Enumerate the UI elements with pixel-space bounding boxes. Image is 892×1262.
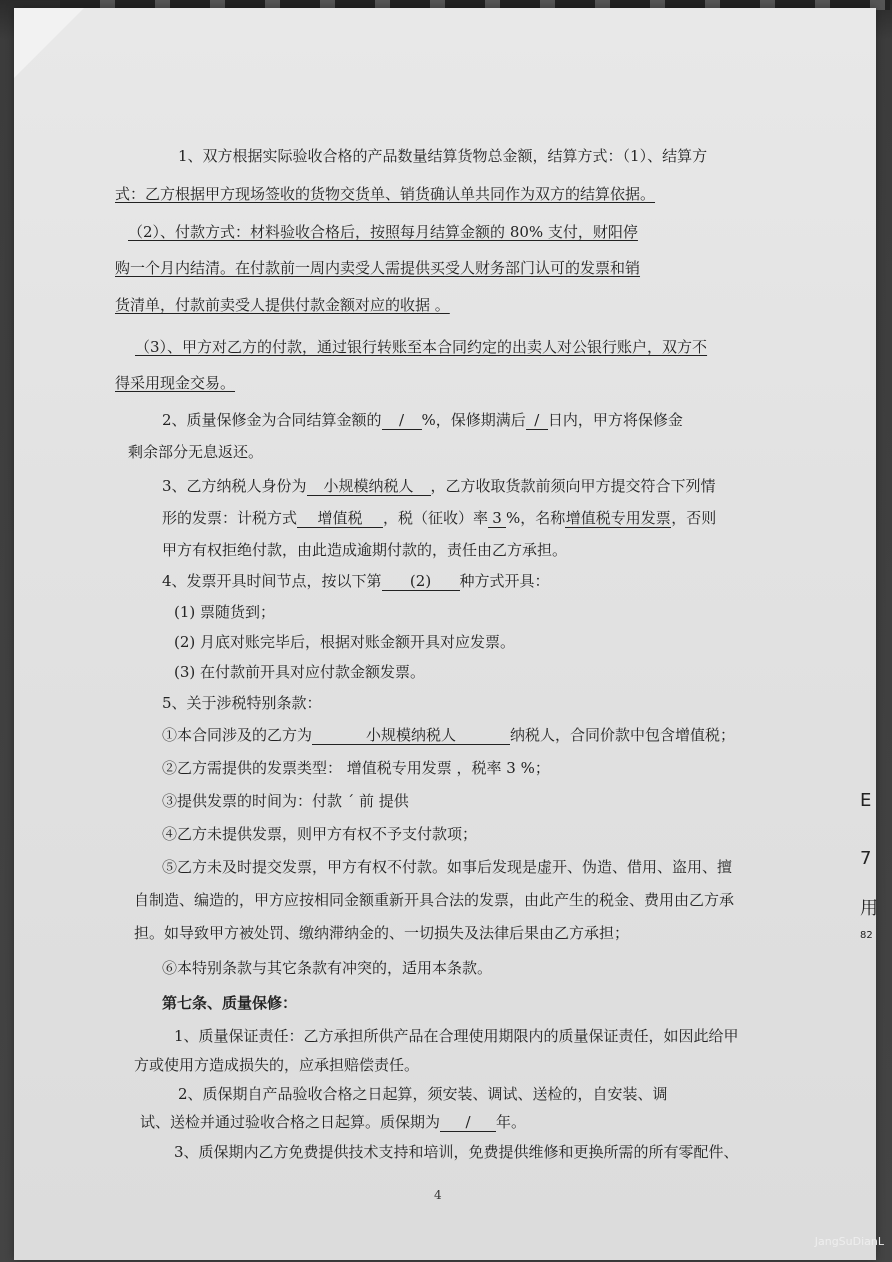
warranty-deposit-text: 2、质量保修金为合同结算金额的	[162, 411, 382, 429]
page-number: 4	[434, 1188, 442, 1202]
quality-responsibility-line-1: 1、质量保证责任：乙方承担所供产品在合理使用期限内的质量保证责任，如因此给甲	[174, 1027, 739, 1045]
side-stamp-fragment	[860, 790, 884, 950]
clause-tax-line-2	[162, 508, 892, 528]
warranty-period-years: /	[440, 1113, 496, 1132]
invoice-option-3: (3) 在付款前开具对应付款金额发票。	[174, 663, 426, 681]
special-tax-item-2: ②乙方需提供的发票类型： 增值税专用发票 ，税率 3 %；	[162, 759, 550, 777]
tax-rate-value: 3	[488, 509, 506, 528]
warranty-period-line-1: 2、质保期自产品验收合格之日起算，须安装、调试、送检的，自安装、调	[178, 1085, 668, 1103]
warranty-period-years-suffix: 年。	[496, 1113, 527, 1131]
invoice-name-value: 增值税专用发票	[565, 509, 671, 527]
side-mark-4: 82	[860, 930, 873, 941]
clause-tax-line-3: 甲方有权拒绝付款，由此造成逾期付款的，责任由乙方承担。	[162, 541, 568, 559]
clause-transfer-line-1: （3）、甲方对乙方的付款，通过银行转账至本合同约定的出卖人对公银行账户，双方不	[135, 338, 708, 356]
clause-payment-line-1: （2）、付款方式：材料验收合格后，按照每月结算金额的 80% 支付，财阳停	[128, 223, 638, 241]
clause-payment-line-2: 购一个月内结清。在付款前一周内卖受人需提供买受人财务部门认可的发票和销	[115, 259, 641, 277]
invoice-timing-text: 4、发票开具时间节点，按以下第	[162, 572, 382, 590]
warranty-period-text: %，保修期满后	[421, 411, 526, 429]
special-tax-1-text: ①本合同涉及的乙方为	[162, 726, 313, 744]
tax-invoice-text: ，乙方收取货款前须向甲方提交符合下列情	[430, 477, 716, 495]
taxpayer-identity-value: 小规模纳税人	[307, 477, 431, 496]
warranty-deposit-percent: /	[382, 411, 422, 430]
warranty-days: /	[526, 411, 548, 430]
clause-warranty-deposit-line-2: 剩余部分无息返还。	[128, 443, 264, 461]
special-tax-item-4: ④乙方未提供发票，则甲方有权不予支付款项；	[162, 825, 478, 843]
clause-transfer-line-2: 得采用现金交易。	[115, 374, 236, 392]
special-tax-1-value: 小规模纳税人	[312, 726, 510, 745]
warranty-period-years-text: 试、送检并通过验收合格之日起算。质保期为	[140, 1113, 441, 1131]
special-tax-item-5-line-1: ⑤乙方未及时提交发票，甲方有权不付款。如事后发现是虚开、伪造、借用、盗用、擅	[162, 858, 733, 876]
warranty-support-line-1: 3、质保期内乙方免费提供技术支持和培训，免费提供维修和更换所需的所有零配件、	[174, 1143, 739, 1161]
warranty-return-text: 日内，甲方将保修金	[547, 411, 683, 429]
folded-corner	[14, 8, 84, 78]
special-tax-item-3: ③提供发票的时间为：付款 ˊ 前 提供	[162, 792, 409, 810]
clause-invoice-timing	[162, 571, 892, 591]
tax-otherwise-text: ，否则	[671, 509, 717, 527]
invoice-timing-suffix: 种方式开具：	[459, 572, 550, 590]
warranty-period-line-2	[140, 1112, 892, 1132]
invoice-option-2: (2) 月底对账完毕后，根据对账金额开具对应发票。	[174, 633, 516, 651]
tax-method-text: 形的发票：计税方式	[162, 509, 298, 527]
special-tax-item-6: ⑥本特别条款与其它条款有冲突的，适用本条款。	[162, 959, 493, 977]
special-tax-1-suffix: 纳税人，合同价款中包含增值税；	[510, 726, 736, 744]
clause-payment-line-3: 货清单，付款前卖受人提供付款金额对应的收据 。	[115, 296, 450, 314]
invoice-timing-option: (2)	[382, 572, 460, 591]
side-mark-1: E	[860, 790, 872, 811]
side-mark-2: 7	[860, 848, 872, 869]
special-tax-heading: 5、关于涉税特别条款：	[162, 694, 322, 712]
tax-identity-text: 3、乙方纳税人身份为	[162, 477, 307, 495]
special-tax-item-5-line-2: 自制造、编造的，甲方应按相同金额重新开具合法的发票，由此产生的税金、费用由乙方承	[134, 891, 735, 909]
tax-rate-text: ，税（征收）率	[383, 509, 489, 527]
invoice-name-text: %，名称	[506, 509, 566, 527]
clause-tax-line-1	[162, 476, 892, 496]
side-mark-3: 用	[860, 898, 878, 919]
clause-settlement-line-1: 1、双方根据实际验收合格的产品数量结算货物总金额，结算方式：（1）、结算方	[178, 147, 708, 165]
tax-method-value: 增值税	[297, 509, 383, 528]
special-tax-item-5-line-3: 担。如导致甲方被处罚、缴纳滞纳金的、一切损失及法律后果由乙方承担；	[134, 924, 630, 942]
clause-warranty-deposit-line-1	[162, 410, 892, 430]
invoice-option-1: (1) 票随货到；	[174, 603, 276, 621]
special-tax-item-1	[162, 725, 892, 745]
article-seven-heading: 第七条、质量保修：	[162, 994, 298, 1012]
clause-settlement-line-2: 式：乙方根据甲方现场签收的货物交货单、销货确认单共同作为双方的结算依据。	[115, 185, 656, 203]
quality-responsibility-line-2: 方或使用方造成损失的，应承担赔偿责任。	[134, 1056, 420, 1074]
watermark-text: JangSuDianL	[814, 1235, 884, 1248]
